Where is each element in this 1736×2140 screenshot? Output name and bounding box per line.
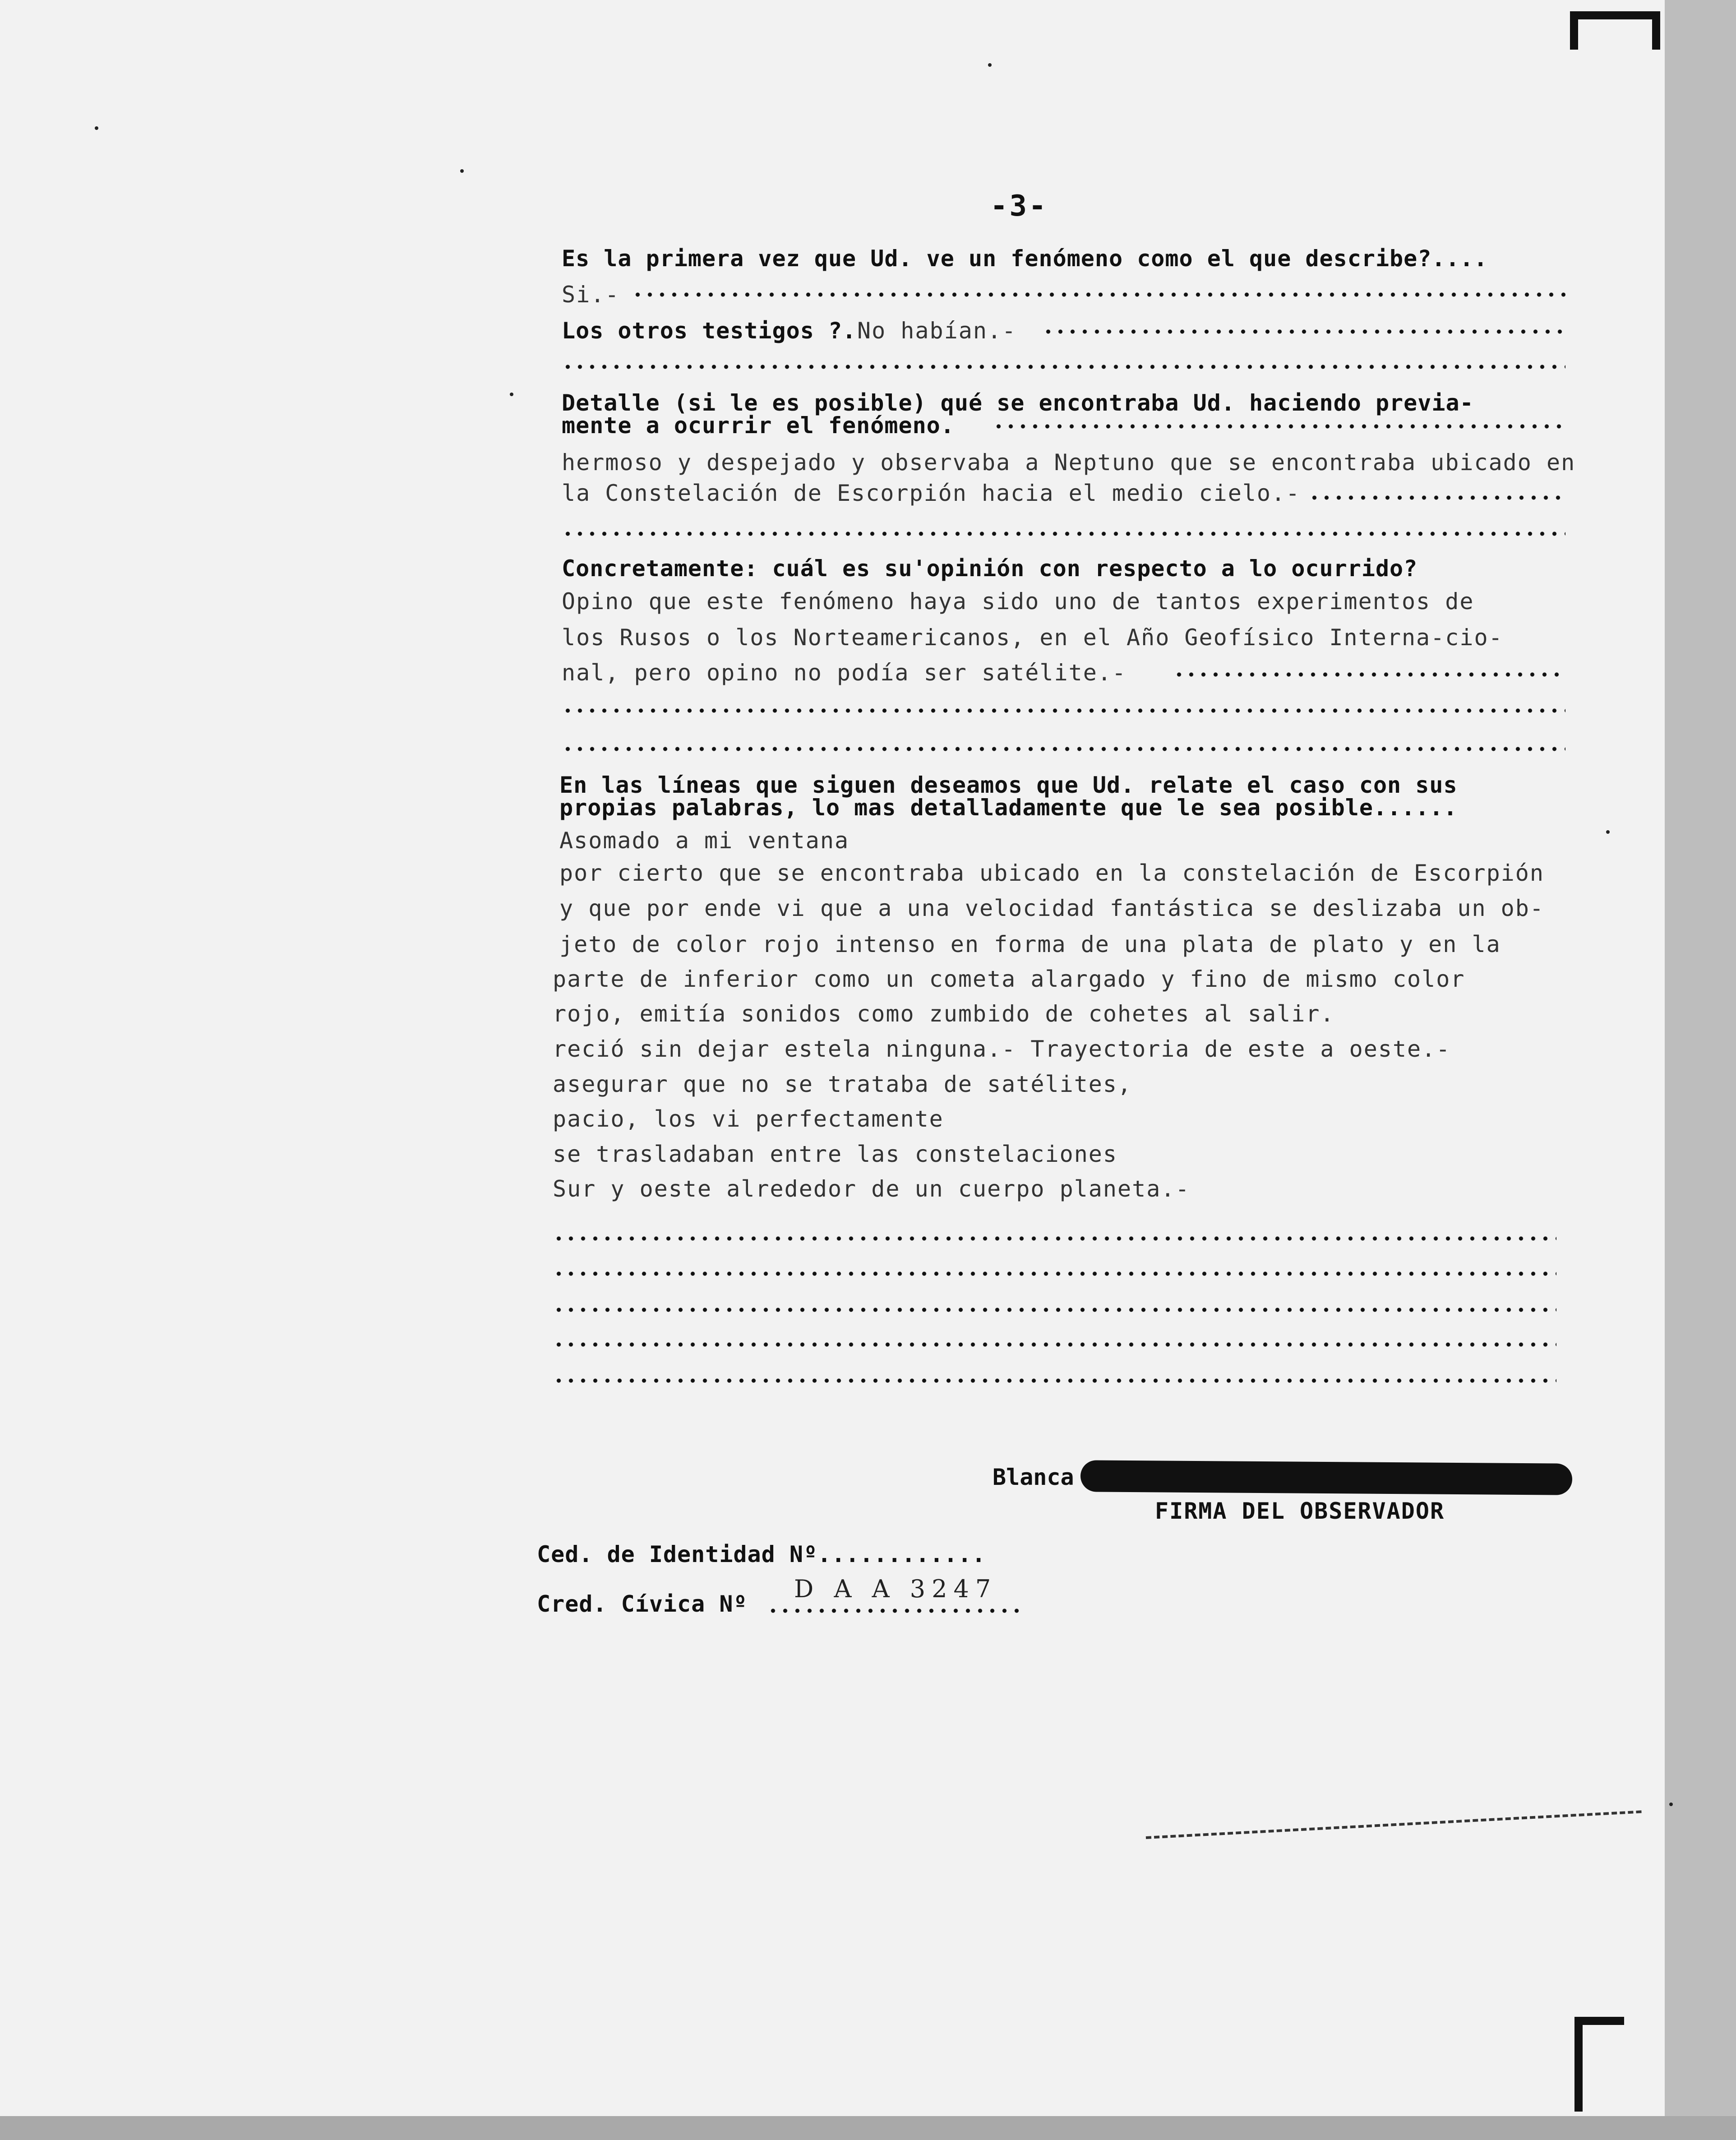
answer-dotted-line (993, 424, 1565, 429)
narrative-line: y que por ende vi que a una velocidad fantástica se deslizaba un ob- (559, 895, 1544, 921)
answer-dotted-line (553, 1236, 1556, 1241)
answer-dotted-line (562, 532, 1565, 536)
question-activity-line1: Detalle (si le es posible) qué se encontraba Ud. haciendo previa- (562, 390, 1474, 416)
answer-opinion-line2: los Rusos o los Norteamericanos, en el Año Geofísico Interna-cio- (562, 624, 1503, 651)
credencial-civica-label: Cred. Cívica Nº (537, 1591, 748, 1617)
narrative-line: por cierto que se encontraba ubicado en la constelación de Escorpión (559, 860, 1544, 886)
credencial-civica-value: D A A 3247 (794, 1575, 997, 1603)
answer-dotted-line (632, 292, 1565, 297)
narrative-line: pacio, los vi perfectamente (553, 1106, 944, 1132)
answer-opinion-line3: nal, pero opino no podía ser satélite.- (562, 660, 1127, 686)
answer-other-witnesses: No habían.- (857, 318, 1017, 344)
answer-dotted-line (553, 1342, 1556, 1347)
answer-dotted-line (562, 747, 1565, 751)
answer-opinion-line1: Opino que este fenómeno haya sido uno de tantos experimentos de (562, 588, 1474, 615)
corner-crop-mark-bottom (1574, 2017, 1624, 2112)
narrative-line: Asomado a mi ventana (559, 827, 850, 854)
scan-speck (988, 63, 992, 67)
signature-prefix: Blanca (993, 1464, 1074, 1490)
answer-dotted-line (562, 365, 1565, 369)
narrative-line: asegurar que no se trataba de satélites, (553, 1071, 1132, 1097)
scan-speck (95, 126, 98, 130)
question-narrative-line2: propias palabras, lo mas detalladamente que le sea posible...... (559, 795, 1458, 821)
answer-dotted-line (1308, 495, 1565, 500)
question-opinion: Concretamente: cuál es su'opinión con respecto a lo ocurrido? (562, 555, 1418, 582)
scan-speck (510, 393, 513, 396)
signature-label: FIRMA DEL OBSERVADOR (1155, 1498, 1445, 1524)
answer-dotted-line (767, 1608, 1024, 1613)
corner-crop-mark-top (1570, 11, 1660, 50)
answer-dotted-line (562, 708, 1565, 713)
narrative-line: se trasladaban entre las constelaciones (553, 1141, 1117, 1167)
answer-dotted-line (553, 1378, 1556, 1383)
redacted-signature (1080, 1460, 1572, 1495)
answer-activity-line2: la Constelación de Escorpión hacia el medio cielo.- (562, 480, 1301, 506)
narrative-line: jeto de color rojo intenso en forma de una plata de plato y en la (559, 931, 1501, 957)
scan-speck (460, 169, 464, 173)
question-narrative-line1: En las líneas que siguen deseamos que Ud. relate el caso con sus (559, 772, 1458, 798)
scan-speck (1669, 1803, 1673, 1806)
narrative-line: reció sin dejar estela ninguna.- Trayectoria de este a oeste.- (553, 1036, 1451, 1062)
page-number: -3- (990, 190, 1048, 223)
answer-activity-line1: hermoso y despejado y observaba a Neptuno que se encontraba ubicado en (562, 449, 1576, 476)
question-first-time: Es la primera vez que Ud. ve un fenómeno como el que describe?.... (562, 245, 1488, 272)
question-other-witnesses: Los otros testigos ?. (562, 318, 857, 344)
scan-speck (1606, 830, 1610, 834)
scan-margin-right (1665, 0, 1736, 2140)
cedula-identidad-field: Ced. de Identidad Nº............ (537, 1541, 986, 1567)
answer-dotted-line (553, 1271, 1556, 1276)
narrative-line: Sur y oeste alrededor de un cuerpo planeta.- (553, 1176, 1190, 1202)
answer-dotted-line (553, 1308, 1556, 1312)
scan-margin-bottom (0, 2116, 1736, 2140)
narrative-line: rojo, emitía sonidos como zumbido de cohetes al salir. (553, 1001, 1335, 1027)
answer-dotted-line (1173, 672, 1565, 677)
answer-first-time: Si.- (562, 282, 620, 308)
answer-dotted-line (1042, 329, 1565, 334)
narrative-line: parte de inferior como un cometa alargado y fino de mismo color (553, 966, 1465, 992)
question-activity-line2: mente a ocurrir el fenómeno. (562, 412, 955, 439)
